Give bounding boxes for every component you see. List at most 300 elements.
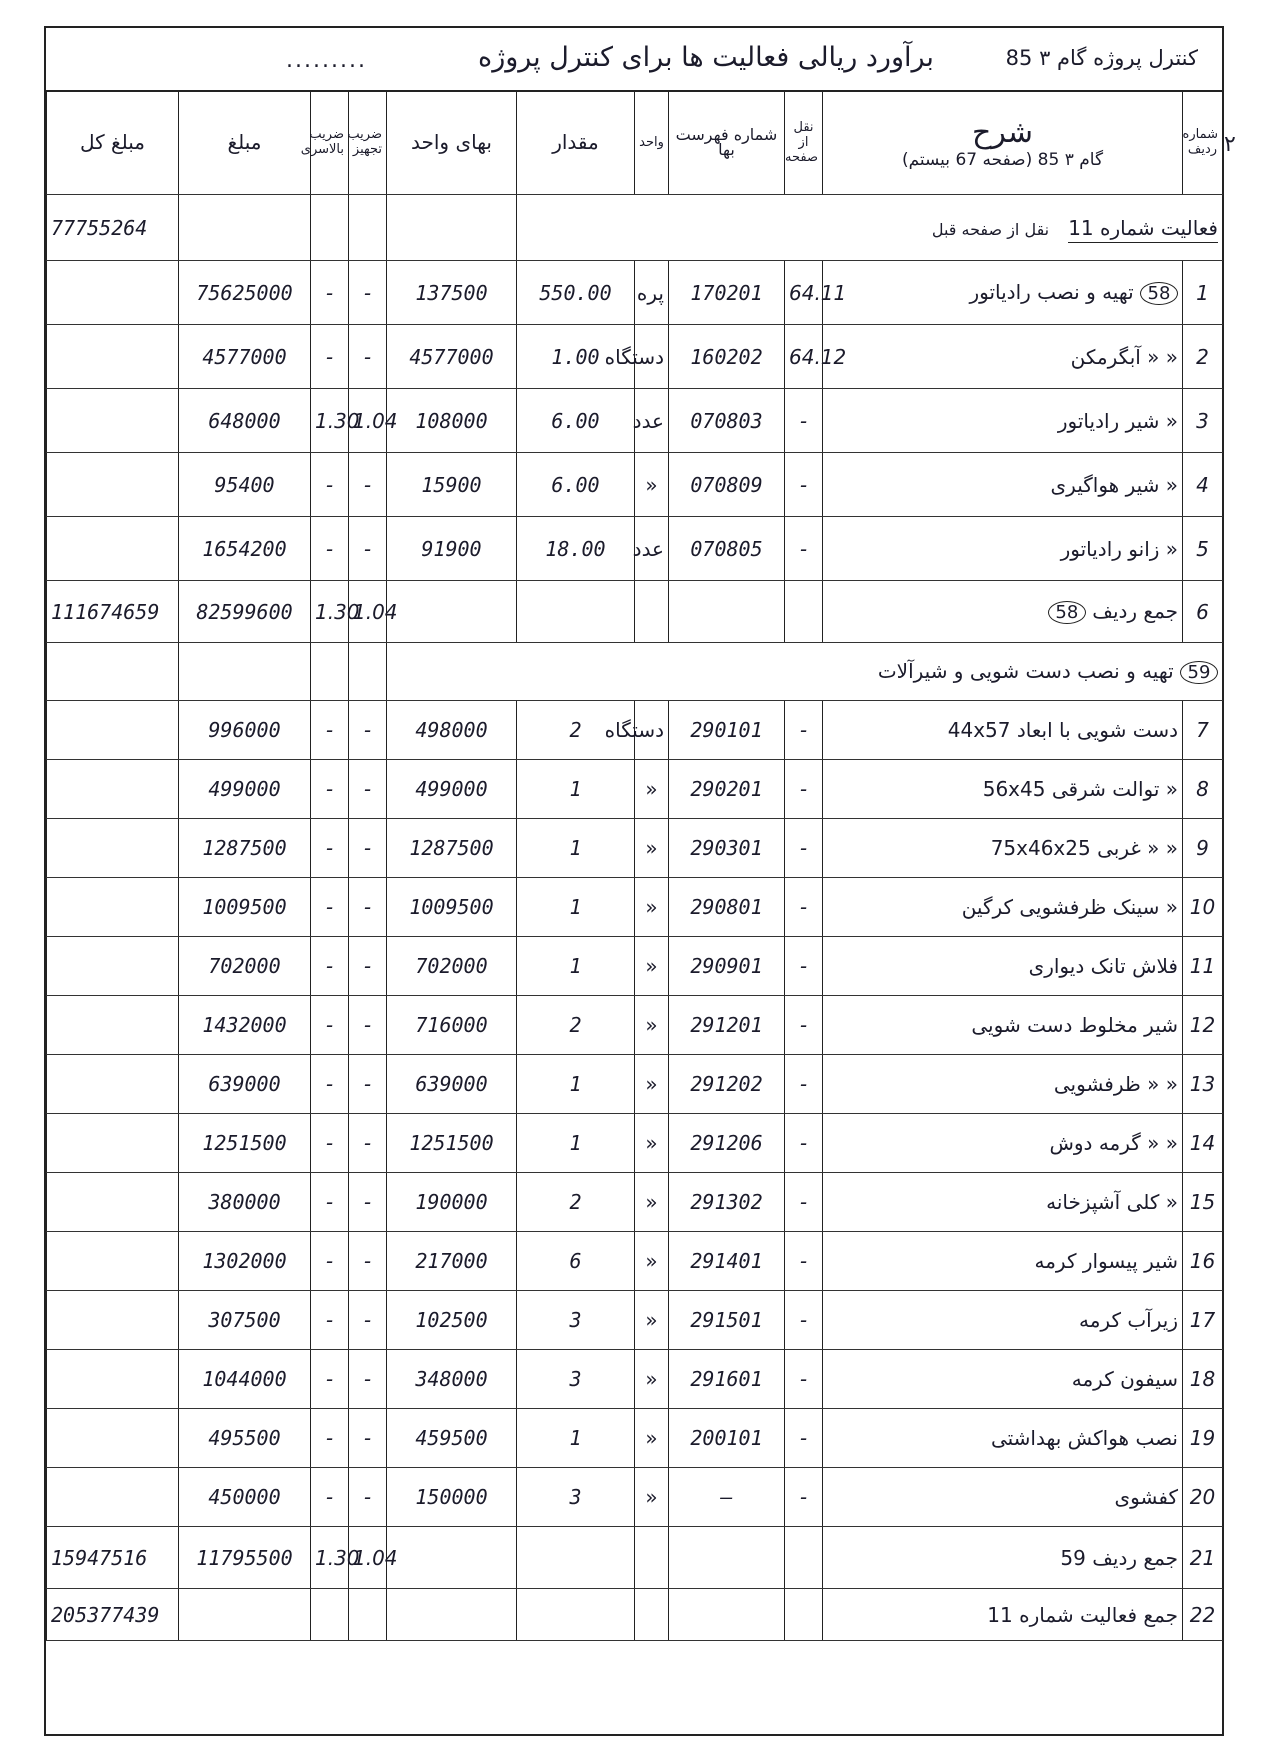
- amount-cell: 307500: [179, 1291, 311, 1350]
- amount-cell: 1654200: [179, 517, 311, 581]
- amount-cell: 450000: [179, 1468, 311, 1527]
- section-58-amount: 82599600: [179, 581, 311, 643]
- page-ref-cell: -: [785, 937, 823, 996]
- description-cell: [823, 325, 1183, 389]
- unit-cell: «: [635, 819, 669, 878]
- page-ref-cell: 64.11: [785, 261, 823, 325]
- unit-price-cell: 1251500: [387, 1114, 517, 1173]
- page-ref-cell: -: [785, 453, 823, 517]
- overhead-cell: -: [311, 325, 349, 389]
- col-catalog-no: شماره فهرست بها: [669, 90, 785, 195]
- section-58-sum-no: 6: [1183, 581, 1223, 643]
- page-ref-cell: -: [785, 760, 823, 819]
- equip-cell: -: [349, 1055, 387, 1114]
- total-cell: [47, 878, 179, 937]
- activity-sub: نقل از صفحه قبل: [931, 219, 1050, 239]
- description-text: نصب هواکش بهداشتی: [990, 1426, 1178, 1450]
- row-number-cell: 20: [1183, 1468, 1223, 1527]
- unit-cell: عدد: [635, 517, 669, 581]
- description-cell: [823, 1114, 1183, 1173]
- total-cell: [47, 1291, 179, 1350]
- section-59-title-row: [47, 643, 1223, 701]
- unit-price-cell: 217000: [387, 1232, 517, 1291]
- final-total-row: [47, 1589, 1223, 1641]
- description-cell: [823, 819, 1183, 878]
- description-cell: [823, 1350, 1183, 1409]
- page-ref-cell: 64.12: [785, 325, 823, 389]
- page-ref-cell: -: [785, 389, 823, 453]
- catalog-cell: 290301: [669, 819, 785, 878]
- unit-cell: پره: [635, 261, 669, 325]
- catalog-cell: 070809: [669, 453, 785, 517]
- quantity-cell: 1: [517, 1114, 635, 1173]
- unit-cell: عدد: [635, 389, 669, 453]
- total-cell: [47, 1114, 179, 1173]
- description-cell: [823, 1055, 1183, 1114]
- total-cell: [47, 1468, 179, 1527]
- equip-cell: -: [349, 996, 387, 1055]
- quantity-cell: 1: [517, 937, 635, 996]
- unit-cell: «: [635, 1350, 669, 1409]
- quantity-cell: 1: [517, 819, 635, 878]
- col-description-label: شرح: [971, 114, 1034, 150]
- overhead-cell: -: [311, 1291, 349, 1350]
- description-cell: [823, 261, 1183, 325]
- amount-cell: 1287500: [179, 819, 311, 878]
- page-ref-cell: -: [785, 819, 823, 878]
- description-cell: [823, 996, 1183, 1055]
- description-text: « کلی آشپزخانه: [1046, 1190, 1178, 1214]
- amount-cell: 4577000: [179, 325, 311, 389]
- overhead-cell: -: [311, 1350, 349, 1409]
- section-58-sum-row: [47, 581, 1223, 643]
- item-circle: 58: [1140, 282, 1178, 305]
- description-cell: [823, 453, 1183, 517]
- unit-cell: دستگاه: [635, 701, 669, 760]
- section-59-overhead: 1.30: [311, 1527, 349, 1589]
- overhead-cell: -: [311, 937, 349, 996]
- table-row: [47, 389, 1223, 453]
- catalog-cell: 291501: [669, 1291, 785, 1350]
- page-ref-cell: -: [785, 1232, 823, 1291]
- unit-cell: «: [635, 996, 669, 1055]
- unit-price-cell: 498000: [387, 701, 517, 760]
- unit-price-cell: 190000: [387, 1173, 517, 1232]
- row-number-cell: 10: [1183, 878, 1223, 937]
- catalog-cell: 290801: [669, 878, 785, 937]
- section-59-title: تهیه و نصب دست شویی و شیرآلات: [877, 659, 1174, 683]
- overhead-cell: -: [311, 878, 349, 937]
- total-cell: [47, 325, 179, 389]
- equip-cell: -: [349, 1350, 387, 1409]
- catalog-cell: 291401: [669, 1232, 785, 1291]
- page-ref-cell: -: [785, 878, 823, 937]
- unit-price-cell: 150000: [387, 1468, 517, 1527]
- description-cell: [823, 760, 1183, 819]
- description-text: تهیه و نصب رادیاتور: [969, 280, 1134, 304]
- unit-cell: «: [635, 1468, 669, 1527]
- total-cell: [47, 937, 179, 996]
- table-row: [47, 517, 1223, 581]
- page-title: برآورد ریالی فعالیت ها برای کنترل پروژه: [478, 42, 934, 73]
- section-58-overhead: 1.30: [311, 581, 349, 643]
- col-unit-price: بهای واحد: [387, 90, 517, 195]
- row-number-cell: 5: [1183, 517, 1223, 581]
- activity-title: فعالیت شماره 11: [1068, 216, 1218, 243]
- row-number-cell: 13: [1183, 1055, 1223, 1114]
- catalog-cell: 291202: [669, 1055, 785, 1114]
- overhead-cell: -: [311, 1409, 349, 1468]
- header-dots: .........: [286, 48, 367, 73]
- total-cell: [47, 389, 179, 453]
- amount-cell: 1009500: [179, 878, 311, 937]
- section-59-amount: 11795500: [179, 1527, 311, 1589]
- overhead-cell: -: [311, 1055, 349, 1114]
- equip-cell: -: [349, 1291, 387, 1350]
- table-row: [47, 701, 1223, 760]
- row-number-cell: 15: [1183, 1173, 1223, 1232]
- total-cell: [47, 517, 179, 581]
- catalog-cell: 290901: [669, 937, 785, 996]
- col-amount: مبلغ: [179, 90, 311, 195]
- total-cell: [47, 1350, 179, 1409]
- carried-total: 77755264: [47, 195, 179, 261]
- intro-ref-text: گام ۳ 85 (صفحه 67 بیستم): [901, 149, 1104, 170]
- description-text: سیفون کرمه: [1071, 1367, 1178, 1391]
- total-cell: [47, 261, 179, 325]
- unit-price-cell: 348000: [387, 1350, 517, 1409]
- unit-price-cell: 91900: [387, 517, 517, 581]
- quantity-cell: 1.00: [517, 325, 635, 389]
- overhead-cell: -: [311, 1468, 349, 1527]
- page-ref-cell: -: [785, 1114, 823, 1173]
- quantity-cell: 1: [517, 878, 635, 937]
- unit-cell: «: [635, 453, 669, 517]
- catalog-cell: 170201: [669, 261, 785, 325]
- row-number-cell: 1: [1183, 261, 1223, 325]
- unit-price-cell: 499000: [387, 760, 517, 819]
- overhead-cell: -: [311, 261, 349, 325]
- description-cell: [823, 937, 1183, 996]
- description-text: « شیر رادیاتور: [1057, 408, 1178, 433]
- total-cell: [47, 701, 179, 760]
- description-text: « سینک ظرفشویی کرگین: [961, 895, 1178, 919]
- table-row: [47, 819, 1223, 878]
- amount-cell: 1302000: [179, 1232, 311, 1291]
- table-row: [47, 261, 1223, 325]
- estimate-sheet: [44, 26, 1224, 1736]
- description-text: « « گرمه دوش: [1049, 1131, 1178, 1155]
- catalog-cell: 160202: [669, 325, 785, 389]
- section-59-sum-no: 21: [1183, 1527, 1223, 1589]
- description-cell: [823, 389, 1183, 453]
- section-58-equip: 1.04: [349, 581, 387, 643]
- equip-cell: -: [349, 878, 387, 937]
- table-row: [47, 760, 1223, 819]
- amount-cell: 996000: [179, 701, 311, 760]
- equip-cell: -: [349, 453, 387, 517]
- description-cell: [823, 878, 1183, 937]
- side-mark: ۲: [1224, 132, 1236, 157]
- amount-cell: 499000: [179, 760, 311, 819]
- page-ref-cell: -: [785, 1468, 823, 1527]
- catalog-cell: —: [669, 1468, 785, 1527]
- quantity-cell: 1: [517, 1409, 635, 1468]
- table-row: [47, 1232, 1223, 1291]
- unit-cell: «: [635, 878, 669, 937]
- unit-price-cell: 1009500: [387, 878, 517, 937]
- description-text: کفشوی: [1114, 1485, 1178, 1509]
- unit-cell: دستگاه: [635, 325, 669, 389]
- total-cell: [47, 1173, 179, 1232]
- amount-cell: 95400: [179, 453, 311, 517]
- quantity-cell: 1: [517, 1055, 635, 1114]
- unit-cell: «: [635, 1055, 669, 1114]
- description-text: زیرآب کرمه: [1079, 1308, 1178, 1332]
- catalog-cell: 291601: [669, 1350, 785, 1409]
- table-row: [47, 1291, 1223, 1350]
- amount-cell: 380000: [179, 1173, 311, 1232]
- col-overhead-coef: ضریب بالاسری: [311, 90, 349, 195]
- section-59-sum-row: [47, 1527, 1223, 1589]
- row-number-cell: 11: [1183, 937, 1223, 996]
- total-cell: [47, 760, 179, 819]
- catalog-cell: 200101: [669, 1409, 785, 1468]
- equip-cell: -: [349, 1409, 387, 1468]
- total-cell: [47, 1055, 179, 1114]
- col-row-no: شماره ردیف: [1183, 90, 1223, 195]
- row-number-cell: 3: [1183, 389, 1223, 453]
- unit-price-cell: 702000: [387, 937, 517, 996]
- quantity-cell: 6: [517, 1232, 635, 1291]
- final-label: جمع فعالیت شماره 11: [823, 1589, 1183, 1641]
- amount-cell: 702000: [179, 937, 311, 996]
- col-quantity: مقدار: [517, 90, 635, 195]
- description-cell: [823, 1468, 1183, 1527]
- unit-price-cell: 15900: [387, 453, 517, 517]
- total-cell: [47, 1409, 179, 1468]
- page-ref-cell: -: [785, 517, 823, 581]
- unit-cell: «: [635, 1173, 669, 1232]
- catalog-cell: 291206: [669, 1114, 785, 1173]
- description-text: « توالت شرقی 56x45: [982, 777, 1178, 801]
- table-row: [47, 1114, 1223, 1173]
- description-cell: [823, 701, 1183, 760]
- page-ref-cell: -: [785, 1173, 823, 1232]
- sheet-header: [46, 28, 1222, 92]
- equip-cell: -: [349, 819, 387, 878]
- unit-price-cell: 1287500: [387, 819, 517, 878]
- description-cell: [823, 517, 1183, 581]
- description-text: شیر مخلوط دست شویی: [971, 1013, 1178, 1037]
- unit-cell: «: [635, 1232, 669, 1291]
- catalog-cell: 070803: [669, 389, 785, 453]
- quantity-cell: 2: [517, 701, 635, 760]
- section-59-title-cell: [387, 643, 1223, 701]
- total-cell: [47, 819, 179, 878]
- row-number-cell: 4: [1183, 453, 1223, 517]
- page-ref-cell: -: [785, 701, 823, 760]
- amount-cell: 1251500: [179, 1114, 311, 1173]
- description-text: دست شویی با ابعاد 44x57: [947, 718, 1178, 742]
- description-text: شیر پیسوار کرمه: [1034, 1249, 1178, 1273]
- description-text: « « ظرفشویی: [1053, 1072, 1178, 1096]
- unit-cell: «: [635, 1291, 669, 1350]
- table-row: [47, 1173, 1223, 1232]
- description-cell: [823, 1232, 1183, 1291]
- overhead-cell: -: [311, 517, 349, 581]
- overhead-cell: -: [311, 996, 349, 1055]
- table-row: [47, 1055, 1223, 1114]
- overhead-cell: -: [311, 1114, 349, 1173]
- row-number-cell: 14: [1183, 1114, 1223, 1173]
- quantity-cell: 1: [517, 760, 635, 819]
- catalog-cell: 290201: [669, 760, 785, 819]
- equip-cell: -: [349, 1232, 387, 1291]
- description-cell: [823, 1409, 1183, 1468]
- section-59-sum-label: جمع ردیف 59: [823, 1527, 1183, 1589]
- total-cell: [47, 996, 179, 1055]
- table-row: [47, 878, 1223, 937]
- col-page-ref: نقل از صفحه: [785, 90, 823, 195]
- equip-cell: -: [349, 760, 387, 819]
- equip-cell: -: [349, 937, 387, 996]
- equip-cell: 1.04: [349, 389, 387, 453]
- column-header-row: [47, 90, 1223, 195]
- amount-cell: 1432000: [179, 996, 311, 1055]
- quantity-cell: 3: [517, 1350, 635, 1409]
- intro-row: [47, 195, 1223, 261]
- catalog-cell: 070805: [669, 517, 785, 581]
- row-number-cell: 17: [1183, 1291, 1223, 1350]
- quantity-cell: 550.00: [517, 261, 635, 325]
- page-ref-cell: -: [785, 1350, 823, 1409]
- description-text: « زانو رادیاتور: [1060, 536, 1178, 561]
- section-58-sum-circle: 58: [1048, 601, 1086, 624]
- section-59-equip: 1.04: [349, 1527, 387, 1589]
- overhead-cell: -: [311, 819, 349, 878]
- table-row: [47, 325, 1223, 389]
- unit-cell: «: [635, 937, 669, 996]
- unit-price-cell: 459500: [387, 1409, 517, 1468]
- unit-cell: «: [635, 1409, 669, 1468]
- table-row: [47, 996, 1223, 1055]
- equip-cell: -: [349, 517, 387, 581]
- page-ref-cell: -: [785, 1055, 823, 1114]
- col-equip-coef: ضریب تجهیز: [349, 90, 387, 195]
- row-number-cell: 18: [1183, 1350, 1223, 1409]
- unit-price-cell: 102500: [387, 1291, 517, 1350]
- equip-cell: -: [349, 1468, 387, 1527]
- description-text: « « غربی 75x46x25: [990, 836, 1178, 860]
- section-58-total: 111674659: [47, 581, 179, 643]
- quantity-cell: 2: [517, 1173, 635, 1232]
- unit-price-cell: 639000: [387, 1055, 517, 1114]
- page-ref-cell: -: [785, 1291, 823, 1350]
- final-no: 22: [1183, 1589, 1223, 1641]
- activity-header: [517, 195, 1223, 261]
- row-number-cell: 16: [1183, 1232, 1223, 1291]
- overhead-cell: -: [311, 760, 349, 819]
- unit-price-cell: 137500: [387, 261, 517, 325]
- catalog-cell: 290101: [669, 701, 785, 760]
- row-number-cell: 7: [1183, 701, 1223, 760]
- col-total-amount: مبلغ کل: [47, 90, 179, 195]
- quantity-cell: 3: [517, 1468, 635, 1527]
- amount-cell: 639000: [179, 1055, 311, 1114]
- final-total: 205377439: [47, 1589, 179, 1641]
- overhead-cell: -: [311, 701, 349, 760]
- description-text: « « آبگرمکن: [1070, 344, 1178, 369]
- quantity-cell: 6.00: [517, 453, 635, 517]
- table-row: [47, 1468, 1223, 1527]
- equip-cell: -: [349, 325, 387, 389]
- section-58-rows: [47, 261, 1223, 581]
- quantity-cell: 6.00: [517, 389, 635, 453]
- row-number-cell: 8: [1183, 760, 1223, 819]
- overhead-cell: -: [311, 453, 349, 517]
- table-row: [47, 1350, 1223, 1409]
- catalog-cell: 291201: [669, 996, 785, 1055]
- unit-price-cell: 4577000: [387, 325, 517, 389]
- section-58-sum-label: جمع ردیف: [1092, 599, 1178, 623]
- quantity-cell: 18.00: [517, 517, 635, 581]
- equip-cell: -: [349, 261, 387, 325]
- row-number-cell: 12: [1183, 996, 1223, 1055]
- section-58-sum-label-cell: [823, 581, 1183, 643]
- total-cell: [47, 453, 179, 517]
- overhead-cell: 1.30: [311, 389, 349, 453]
- overhead-cell: -: [311, 1232, 349, 1291]
- unit-cell: «: [635, 1114, 669, 1173]
- description-cell: [823, 1173, 1183, 1232]
- amount-cell: 495500: [179, 1409, 311, 1468]
- estimate-table: [46, 90, 1223, 1641]
- table-row: [47, 1409, 1223, 1468]
- row-number-cell: 9: [1183, 819, 1223, 878]
- unit-cell: «: [635, 760, 669, 819]
- table-row: [47, 937, 1223, 996]
- amount-cell: 75625000: [179, 261, 311, 325]
- row-number-cell: 19: [1183, 1409, 1223, 1468]
- page-ref-cell: -: [785, 1409, 823, 1468]
- description-text: فلاش تانک دیواری: [1028, 954, 1178, 978]
- total-cell: [47, 1232, 179, 1291]
- row-number-cell: 2: [1183, 325, 1223, 389]
- equip-cell: -: [349, 1173, 387, 1232]
- table-row: [47, 453, 1223, 517]
- quantity-cell: 3: [517, 1291, 635, 1350]
- description-text: « شیر هواگیری: [1050, 472, 1178, 497]
- equip-cell: -: [349, 701, 387, 760]
- unit-price-cell: 108000: [387, 389, 517, 453]
- section-59-circle: 59: [1180, 661, 1218, 684]
- unit-price-cell: 716000: [387, 996, 517, 1055]
- section-59-rows: [47, 701, 1223, 1527]
- amount-cell: 1044000: [179, 1350, 311, 1409]
- col-unit: واحد: [635, 90, 669, 195]
- project-label: کنترل پروژه گام ۳ 85: [1005, 46, 1198, 70]
- page-ref-cell: -: [785, 996, 823, 1055]
- catalog-cell: 291302: [669, 1173, 785, 1232]
- quantity-cell: 2: [517, 996, 635, 1055]
- section-59-total: 15947516: [47, 1527, 179, 1589]
- overhead-cell: -: [311, 1173, 349, 1232]
- amount-cell: 648000: [179, 389, 311, 453]
- equip-cell: -: [349, 1114, 387, 1173]
- description-cell: [823, 1291, 1183, 1350]
- col-description: [823, 90, 1183, 195]
